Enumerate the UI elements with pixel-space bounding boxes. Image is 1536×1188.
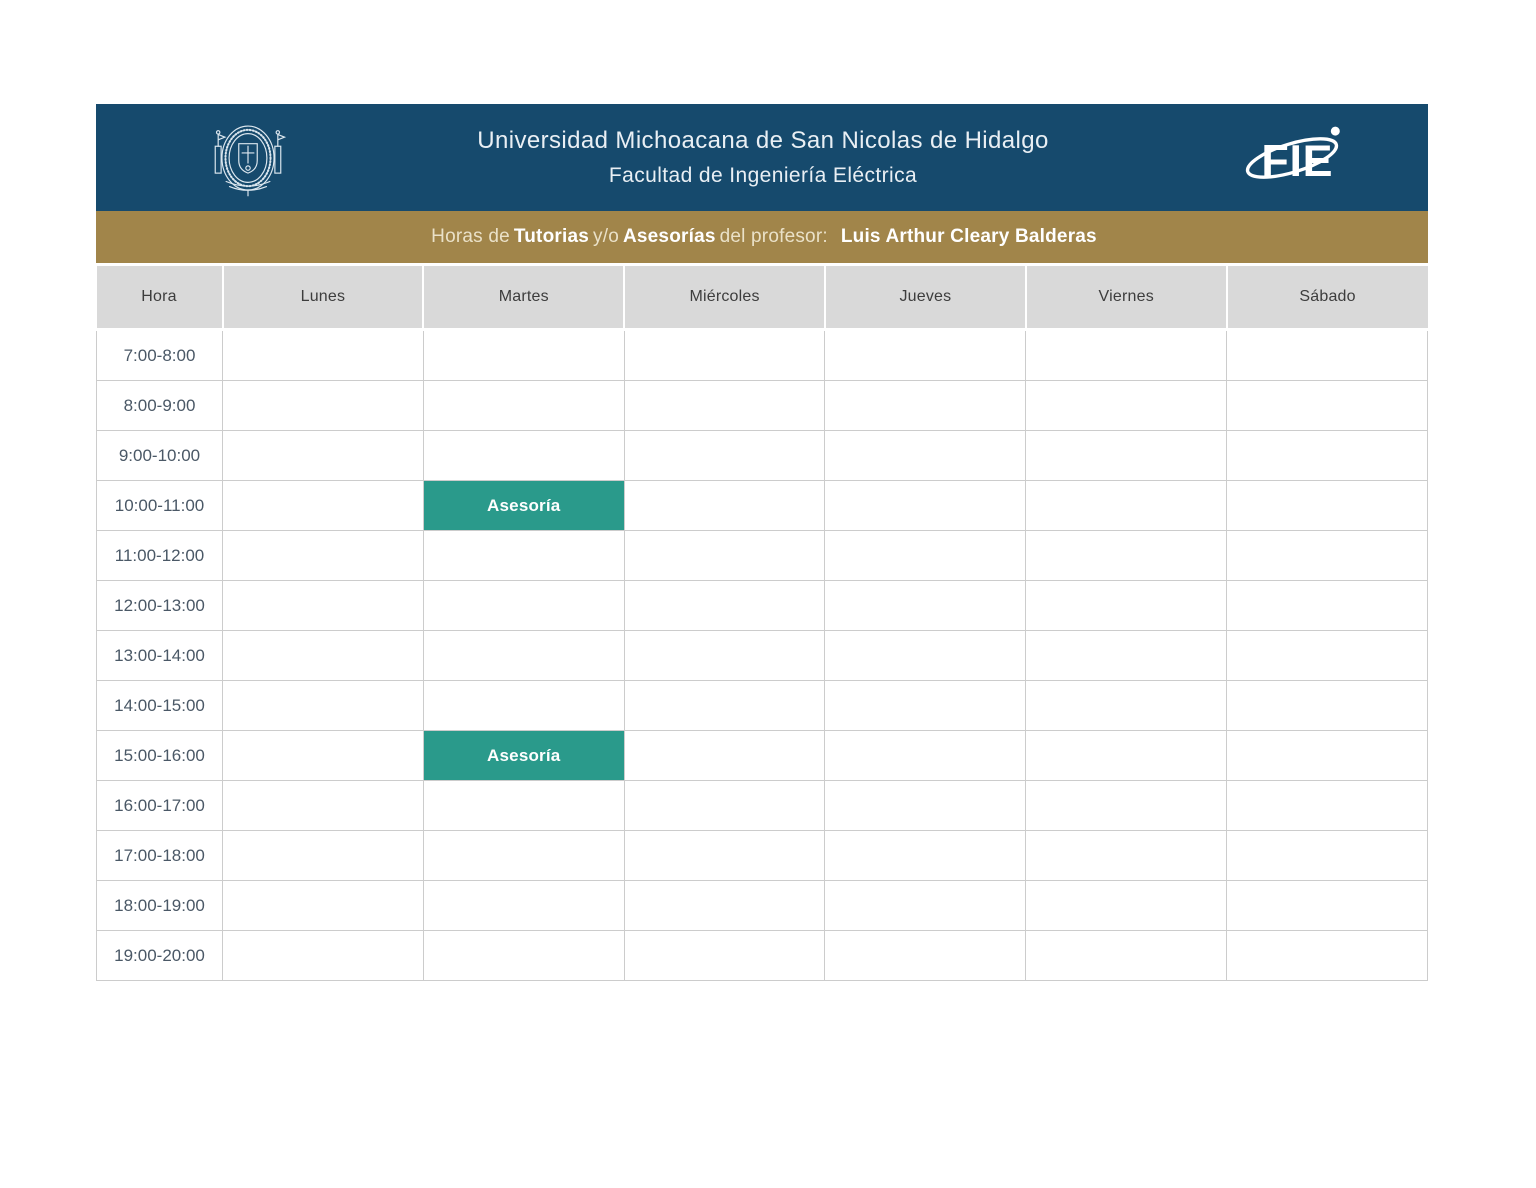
header-bar <box>96 104 1428 211</box>
schedule-cell <box>624 531 825 581</box>
column-header-lunes: Lunes <box>223 266 424 330</box>
schedule-cell <box>223 631 424 681</box>
schedule-page <box>96 104 1428 981</box>
schedule-table-header <box>97 266 1428 330</box>
banner-asesorias: Asesorías <box>622 226 716 247</box>
schedule-cell <box>624 831 825 881</box>
professor-name: Luis Arthur Cleary Balderas <box>840 226 1097 247</box>
schedule-cell <box>1026 681 1227 731</box>
time-cell: 9:00-10:00 <box>97 431 223 481</box>
column-header-jueves: Jueves <box>825 266 1026 330</box>
schedule-cell <box>624 681 825 731</box>
schedule-cell <box>423 531 624 581</box>
table-row <box>97 381 1428 431</box>
schedule-cell <box>624 631 825 681</box>
schedule-cell <box>423 631 624 681</box>
schedule-cell <box>1026 881 1227 931</box>
time-cell: 7:00-8:00 <box>97 330 223 381</box>
schedule-cell <box>223 330 424 381</box>
time-cell: 19:00-20:00 <box>97 931 223 981</box>
banner-professor-label: del profesor: <box>719 226 828 247</box>
schedule-cell <box>825 581 1026 631</box>
schedule-cell <box>825 431 1026 481</box>
schedule-cell <box>624 431 825 481</box>
schedule-cell <box>223 581 424 631</box>
faculty-subtitle: Facultad de Ingeniería Eléctrica <box>608 164 918 187</box>
university-title: Universidad Michoacana de San Nicolas de Hidalgo <box>477 127 1049 154</box>
schedule-cell <box>825 881 1026 931</box>
banner-tutorias: Tutorias <box>513 226 590 247</box>
time-cell: 18:00-19:00 <box>97 881 223 931</box>
table-row <box>97 681 1428 731</box>
schedule-cell <box>1227 330 1428 381</box>
schedule-cell <box>1227 631 1428 681</box>
banner-connector: y/o <box>593 226 619 247</box>
schedule-cell <box>1227 831 1428 881</box>
schedule-cell <box>624 581 825 631</box>
schedule-cell <box>223 781 424 831</box>
schedule-cell <box>1026 781 1227 831</box>
schedule-cell <box>1227 681 1428 731</box>
time-cell: 15:00-16:00 <box>97 731 223 781</box>
schedule-cell <box>624 881 825 931</box>
banner-prefix: Horas de <box>431 226 510 247</box>
table-row <box>97 831 1428 881</box>
schedule-cell <box>825 731 1026 781</box>
schedule-table <box>96 266 1428 981</box>
schedule-cell <box>1227 531 1428 581</box>
schedule-cell <box>1026 931 1227 981</box>
schedule-cell <box>624 731 825 781</box>
time-cell: 13:00-14:00 <box>97 631 223 681</box>
time-cell: 14:00-15:00 <box>97 681 223 731</box>
schedule-cell <box>825 681 1026 731</box>
schedule-cell <box>423 431 624 481</box>
column-header-viernes: Viernes <box>1026 266 1227 330</box>
schedule-cell <box>825 330 1026 381</box>
header-titles <box>290 127 1236 188</box>
schedule-cell <box>223 481 424 531</box>
schedule-cell <box>1227 931 1428 981</box>
schedule-cell <box>423 781 624 831</box>
schedule-cell <box>1227 881 1428 931</box>
schedule-cell <box>1026 631 1227 681</box>
time-cell: 16:00-17:00 <box>97 781 223 831</box>
fie-logo-icon <box>1236 118 1348 198</box>
column-header-hora: Hora <box>97 266 223 330</box>
schedule-cell <box>1227 581 1428 631</box>
schedule-cell <box>624 381 825 431</box>
schedule-cell <box>825 931 1026 981</box>
schedule-cell <box>1227 781 1428 831</box>
schedule-cell <box>624 931 825 981</box>
schedule-cell <box>1026 330 1227 381</box>
schedule-cell <box>1026 481 1227 531</box>
schedule-cell <box>825 531 1026 581</box>
schedule-cell <box>223 431 424 481</box>
column-header-sabado: Sábado <box>1227 266 1428 330</box>
schedule-cell <box>1227 481 1428 531</box>
schedule-cell <box>223 881 424 931</box>
column-header-miercoles: Miércoles <box>624 266 825 330</box>
schedule-cell <box>1026 581 1227 631</box>
time-cell: 8:00-9:00 <box>97 381 223 431</box>
table-row <box>97 631 1428 681</box>
schedule-cell <box>223 381 424 431</box>
schedule-cell <box>624 781 825 831</box>
banner-bar <box>96 211 1428 263</box>
schedule-cell <box>423 831 624 881</box>
schedule-cell <box>1026 431 1227 481</box>
schedule-cell <box>624 330 825 381</box>
schedule-cell <box>1026 731 1227 781</box>
schedule-cell <box>423 881 624 931</box>
column-header-martes: Martes <box>423 266 624 330</box>
schedule-cell <box>1026 531 1227 581</box>
schedule-table-body <box>97 330 1428 981</box>
schedule-cell <box>423 931 624 981</box>
schedule-cell <box>825 631 1026 681</box>
schedule-cell <box>825 381 1026 431</box>
table-row <box>97 330 1428 381</box>
schedule-cell <box>423 381 624 431</box>
table-row <box>97 781 1428 831</box>
table-row <box>97 481 1428 531</box>
schedule-cell <box>1026 831 1227 881</box>
asesoria-event-cell: Asesoría <box>423 731 624 781</box>
table-row <box>97 881 1428 931</box>
schedule-cell <box>825 781 1026 831</box>
schedule-cell <box>1227 381 1428 431</box>
table-row <box>97 931 1428 981</box>
schedule-cell <box>423 330 624 381</box>
table-row <box>97 431 1428 481</box>
table-row <box>97 581 1428 631</box>
schedule-cell <box>423 681 624 731</box>
header-row <box>97 266 1428 330</box>
schedule-cell <box>825 831 1026 881</box>
table-row <box>97 531 1428 581</box>
university-seal-icon <box>206 112 290 204</box>
table-row <box>97 731 1428 781</box>
svg-text:FIE: FIE <box>1261 135 1334 186</box>
asesoria-event-cell: Asesoría <box>423 481 624 531</box>
schedule-cell <box>624 481 825 531</box>
schedule-cell <box>223 731 424 781</box>
schedule-cell <box>1026 381 1227 431</box>
schedule-cell <box>423 581 624 631</box>
time-cell: 17:00-18:00 <box>97 831 223 881</box>
schedule-cell <box>1227 431 1428 481</box>
schedule-cell <box>223 681 424 731</box>
schedule-cell <box>223 531 424 581</box>
time-cell: 11:00-12:00 <box>97 531 223 581</box>
schedule-cell <box>1227 731 1428 781</box>
time-cell: 12:00-13:00 <box>97 581 223 631</box>
schedule-cell <box>825 481 1026 531</box>
schedule-cell <box>223 931 424 981</box>
time-cell: 10:00-11:00 <box>97 481 223 531</box>
schedule-cell <box>223 831 424 881</box>
